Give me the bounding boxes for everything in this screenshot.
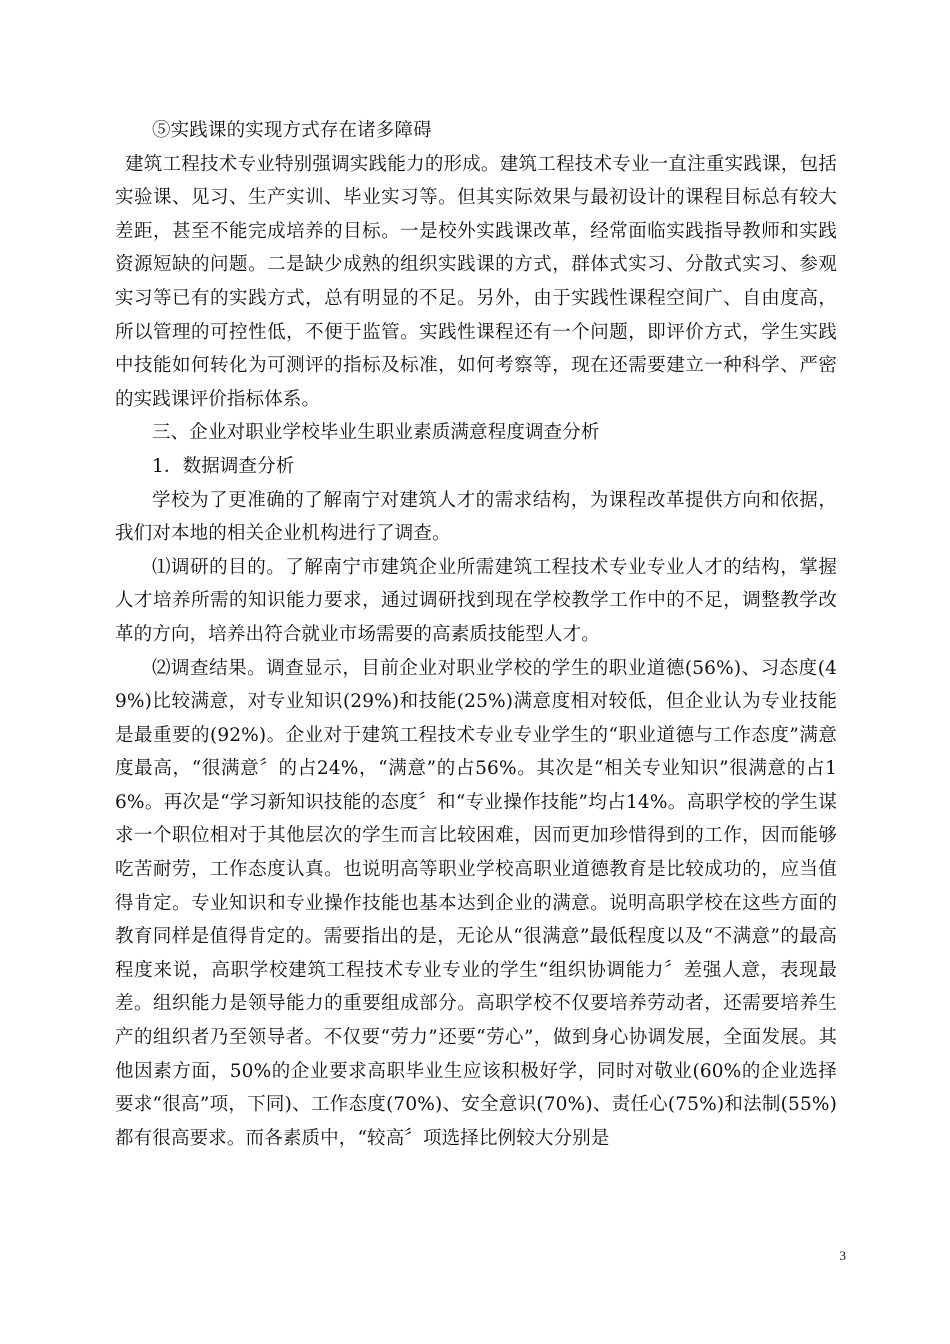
paragraph-research-purpose: ⑴调研的目的。了解南宁市建筑企业所需建筑工程技术专业专业人才的结构，掌握人才培养所需的知识能力要求，通过调研找到现在学校教学工作中的不足，调整教学改革的方向，培养出符合就业市场需要的高素质技能型人才。 [115,556,837,645]
paragraph-survey-results: ⑵调查结果。调查显示，目前企业对职业学校的学生的职业道德(56%)、习态度(49%)比较满意，对专业知识(29%)和技能(25%)满意度相对较低，但企业认为专业技能是最重要的(92%)。企业对于建筑工程技术专业专业学生的“职业道德与工作态度”满意度最高，“很满意〞的占24%，“满意”的占56%。其次是“相关专业知识”很满意的占16%。再次是“学习新知识技能的态度〞和“专业操作技能”均占14%。高职学校的学生谋求一个职位相对于其他层次的学生而言比较困难，因而更加珍惜得到的工作，因而能够吃苦耐劳，工作态度认真。也说明高等职业学校高职业道德教育是比较成功的，应当值得肯定。专业知识和专业操作技能也基本达到企业的满意。说明高职学校在这些方面的教育同样是值得肯定的。需要指出的是，无论从“很满意”最低程度以及“不满意”的最高程度来说，高职学校建筑工程技术专业专业的学生“组织协调能力〞差强人意，表现最差。组织能力是领导能力的重要组成部分。高职学校不仅要培养劳动者，还需要培养生产的组织者乃至领导者。不仅要“劳力”还要“劳心”，做到身心协调发展，全面发展。其他因素方面，50%的企业要求高职毕业生应该积极好学，同时对敬业(60%的企业选择要求“很高”项，下同)、工作态度(70%)、安全意识(70%)、责任心(75%)和法制(55%)都有很高要求。而各素质中，“较高〞项选择比例较大分别是 [115,657,837,1149]
subheading-practice-obstacles: ⑤实践课的实现方式存在诸多障碍 [152,120,432,141]
subheading-data-analysis: 1．数据调查分析 [152,455,295,477]
paragraph-practice-courses: 建筑工程技术专业特别强调实践能力的形成。建筑工程技术专业一直注重实践课，包括实验课、见习、生产实训、毕业实习等。但其实际效果与最初设计的课程目标总有较大差距，甚至不能完成培养的目标。一是校外实践课改革，经常面临实践指导教师和实践资源短缺的问题。二是缺少成熟的组织实践课的方式，群体式实习、分散式实习、参观实习等已有的实践方式，总有明显的不足。另外，由于实践性课程空间广、自由度高，所以管理的可控性低，不便于监管。实践性课程还有一个问题，即评价方式，学生实践中技能如何转化为可测评的指标及标准，如何考察等，现在还需要建立一种科学、严密的实践课评价指标体系。 [115,153,837,410]
document-body [115,114,837,1155]
page-number: 3 [839,1248,846,1263]
section-heading-survey: 三、企业对职业学校毕业生职业素质满意程度调查分析 [152,422,600,444]
paragraph-survey-intro: 学校为了更准确的了解南宁对建筑人才的需求结构，为课程改革提供方向和依据，我们对本地的相关企业机构进行了调查。 [115,489,837,545]
